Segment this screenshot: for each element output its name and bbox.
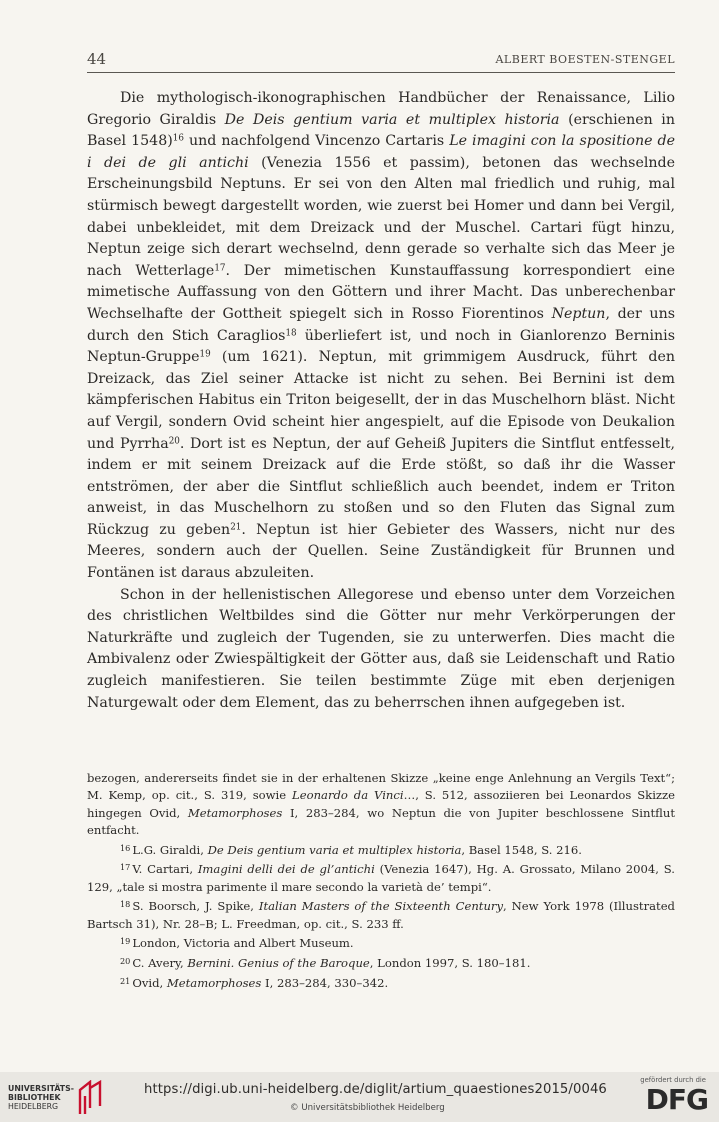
footnote-20: $^{20}$ C. Avery, Bernini. Genius of the Baroque, London 1997, S. 180–181.	[120, 956, 531, 971]
footnote-ref: 18	[285, 328, 297, 339]
footnote-ref: 19	[199, 349, 211, 360]
footnote-continuation: bezogen, andererseits findet sie in der erhaltenen Skizze „keine enge Anlehnung an Vergils Text“; M. Kemp, op. cit., S. 319, sowie Leonardo da Vinci…, S. 512, assoziieren bei Leonardos Skizze hingegen Ovid, Metamorphoses I, 283–284, wo Neptun die von Jupiter beschlossene Sintflut entfacht.	[87, 771, 676, 838]
funding-caption: gefördert durch die	[640, 1076, 706, 1084]
footnote-19: $^{19}$ London, Victoria and Albert Museum.	[120, 936, 354, 951]
footnote-17: $^{17}$ V. Cartari, Imagini delli dei de gl’antichi (Venezia 1647), Hg. A. Grossato, Milano 2004, S. 129, „tale si mostra parimente il mare secondo la varietà de’ tempi“.	[87, 862, 675, 894]
footnote-ref: 21	[230, 522, 242, 533]
footnote-18: $^{18}$ S. Boorsch, J. Spike, Italian Masters of the Sixteenth Century, New York 1978 (Illustrated Bartsch 31), Nr. 28–B; L. Freedman, op. cit., S. 233 ff.	[87, 899, 675, 931]
body-text	[87, 88, 675, 714]
copyright-notice: © Universitätsbibliothek Heidelberg	[290, 1103, 445, 1113]
library-logo[interactable]	[8, 1080, 118, 1116]
funder-badge[interactable]	[636, 1076, 712, 1118]
permalink-url[interactable]: https://digi.ub.uni-heidelberg.de/diglit/artium_quaestiones2015/0046	[144, 1082, 607, 1097]
library-emblem-icon	[76, 1080, 106, 1116]
body-paragraph: Schon in der hellenistischen Allegorese und ebenso unter dem Vorzeichen des christlichen Weltbildes sind die Götter nur mehr Verkörperungen der Naturkräfte und zugleich der Tugenden, sie zu unterwerfen. Dies macht die Ambivalenz oder Zwiespältigkeit der Götter aus, daß sie Leidenschaft und Ratio zugleich manifestieren. Sie teilen bestimmte Züge mit eben derjenigen Naturgewalt oder dem Element, das zu beherrschen ihnen aufgegeben ist.	[87, 586, 675, 711]
viewer-footer	[0, 1072, 719, 1122]
running-head: ALBERT BOESTEN-STENGEL	[495, 53, 675, 66]
footnote-ref: 16	[172, 133, 184, 144]
body-paragraph: Die mythologisch-ikonographischen Handbücher der Renaissance, Lilio Gregorio Giraldis De Deis gentium varia et multiplex historia (erschienen in Basel 1548)$^{16}$ und nachfolgend Vincenzo Cartaris Le imagini con la spositione de i dei de gli antichi (Venezia 1556 et passim), betonen das wechselnde Erscheinungsbild Neptuns. Er sei von den Alten mal friedlich und ruhig, mal stürmisch bewegt dargestellt worden, wie zuerst bei Homer und dann bei Vergil, dabei unbekleidet, mit dem Dreizack und der Muschel. Cartari fügt hinzu, Neptun zeige sich derart wechselnd, denn gerade so verhalte sich das Meer je nach Wetterlage$^{17}$. Der mimetischen Kunstauffassung korrespondiert eine mimetische Auffassung von den Göttern und ihrer Macht. Das unberechenbar Wechselhafte der Gottheit spiegelt sich in Rosso Fiorentinos Neptun, der uns durch den Stich Caraglios$^{18}$ überliefert ist, und noch in Gianlorenzo Berninis Neptun-Gruppe$^{19}$ (um 1621). Neptun, mit grimmigem Ausdruck, führt den Dreizack, das Ziel seiner Attacke ist nicht zu sehen. Bei Bernini ist dem kämpferischen Habitus ein Triton beigesellt, der in das Muschelhorn bläst. Nicht auf Vergil, sondern Ovid scheint hier angespielt, auf die Episode von Deukalion und Pyrrha$^{20}$. Dort ist es Neptun, der auf Geheiß Jupiters die Sintflut entfesselt, indem er mit seinem Dreizack auf die Erde stößt, so daß ihr die Wasser entströmen, der aber die Sintflut schließlich auch beendet, indem er Triton anweist, in das Muschelhorn zu stoßen und so den Fluten das Signal zum Rückzug zu geben$^{21}$. Neptun ist hier Gebieter des Wassers, nicht nur des Meeres, sondern auch der Quellen. Seine Zuständigkeit für Brunnen und Fontänen ist daraus abzuleiten.	[87, 90, 676, 582]
footnotes	[87, 770, 675, 992]
page-number: 44	[87, 50, 107, 68]
page-header	[87, 50, 675, 73]
footnote-16: $^{16}$ L.G. Giraldi, De Deis gentium varia et multiplex historia, Basel 1548, S. 216.	[120, 842, 582, 857]
dfg-logo: DFG	[645, 1083, 708, 1116]
footnote-ref: 20	[168, 436, 180, 447]
footnote-21: $^{21}$ Ovid, Metamorphoses I, 283–284, 330–342.	[120, 975, 389, 990]
library-name: UNIVERSITÄTS- BIBLIOTHEK HEIDELBERG	[8, 1084, 74, 1111]
footnote-ref: 17	[214, 263, 226, 274]
